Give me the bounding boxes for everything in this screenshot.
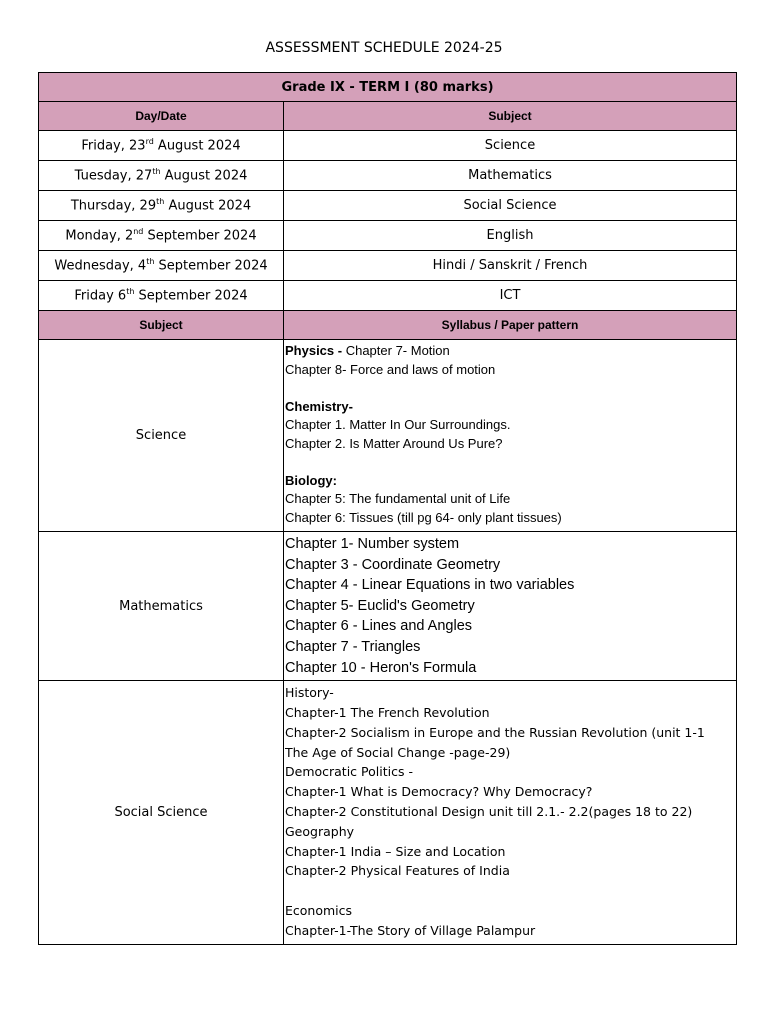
exam-date xyxy=(39,131,284,161)
document-title: ASSESSMENT SCHEDULE 2024-25 xyxy=(265,40,503,56)
syllabus-line: Chapter 6 - Lines and Angles xyxy=(285,618,473,635)
syllabus-row-social-science xyxy=(39,681,737,945)
section-label xyxy=(285,398,735,417)
section-label-text: Biology: xyxy=(285,472,337,488)
syllabus-line: Chapter 10 - Heron's Formula xyxy=(285,659,477,676)
section-label: Physics - xyxy=(285,343,343,358)
syllabus-line: Chapter-2 Physical Features of India xyxy=(285,863,510,879)
exam-subject: English xyxy=(284,221,737,251)
syllabus-line: Chapter 8- Force and laws of motion xyxy=(285,361,496,377)
syllabus-subject: Mathematics xyxy=(39,532,284,681)
schedule-row xyxy=(39,251,737,281)
syllabus-line: Chapter 5: The fundamental unit of Life xyxy=(285,491,511,506)
date-column-header: Day/Date xyxy=(39,102,284,131)
date-text: September 2024 xyxy=(143,228,257,244)
syllabus-row-mathematics xyxy=(39,532,737,681)
exam-date xyxy=(39,221,284,251)
exam-subject: Science xyxy=(284,131,737,161)
date-suffix: th xyxy=(152,167,161,177)
schedule-row xyxy=(39,221,737,251)
date-text: Friday 6 xyxy=(74,288,127,304)
exam-date xyxy=(39,251,284,281)
grade-header-row xyxy=(39,73,737,102)
syllabus-line: Democratic Politics - xyxy=(285,764,413,780)
exam-date xyxy=(39,191,284,221)
syllabus-line: Chapter-1 What is Democracy? Why Democracy? xyxy=(285,784,593,800)
exam-subject: Mathematics xyxy=(284,161,737,191)
syllabus-line: Chapter 5- Euclid's Geometry xyxy=(285,597,475,614)
grade-header: Grade IX - TERM I (80 marks) xyxy=(39,73,737,102)
exam-date xyxy=(39,281,284,311)
syllabus-content xyxy=(284,340,737,532)
subject-column-header: Subject xyxy=(284,102,737,131)
syllabus-line: Chapter-2 Socialism in Europe and the Russian Revolution (unit 1-1 xyxy=(285,724,705,740)
syllabus-text: Chapter 7- Motion xyxy=(342,343,450,358)
section-label xyxy=(285,472,735,491)
schedule-row xyxy=(39,191,737,221)
syllabus-line: Chapter 6: Tissues (till pg 64- only plant tissues) xyxy=(285,509,562,525)
schedule-row xyxy=(39,161,737,191)
syllabus-line: Chapter 3 - Coordinate Geometry xyxy=(285,556,501,573)
assessment-schedule-table xyxy=(38,72,737,945)
exam-subject: Hindi / Sanskrit / French xyxy=(284,251,737,281)
date-text: September 2024 xyxy=(154,258,268,274)
schedule-row xyxy=(39,131,737,161)
date-text: August 2024 xyxy=(164,198,252,214)
date-suffix: nd xyxy=(133,227,144,237)
schedule-header-row xyxy=(39,102,737,131)
syllabus-subject-header: Subject xyxy=(39,311,284,340)
schedule-row xyxy=(39,281,737,311)
syllabus-line: Chapter 1- Number system xyxy=(285,536,460,552)
syllabus-row-science xyxy=(39,340,737,532)
syllabus-line: Chapter-1 India – Size and Location xyxy=(285,843,506,859)
date-text: September 2024 xyxy=(134,288,248,304)
date-text: Monday, 2 xyxy=(65,228,134,244)
syllabus-line: Geography xyxy=(285,823,355,839)
date-suffix: rd xyxy=(145,137,154,147)
date-suffix: th xyxy=(156,197,165,207)
syllabus-line: History- xyxy=(285,685,334,701)
syllabus-line: Chapter 7 - Triangles xyxy=(285,638,421,655)
syllabus-line: Chapter-1-The Story of Village Palampur xyxy=(285,922,536,938)
syllabus-line: Chapter 1. Matter In Our Surroundings. xyxy=(285,417,511,432)
syllabus-line: The Age of Social Change -page-29) xyxy=(285,744,511,760)
date-text: Thursday, 29 xyxy=(70,198,157,214)
date-text: August 2024 xyxy=(160,168,248,184)
syllabus-content xyxy=(284,532,737,681)
exam-subject: ICT xyxy=(284,281,737,311)
syllabus-line xyxy=(285,342,735,361)
section-label-text: Chemistry- xyxy=(285,398,353,414)
syllabus-line: Chapter 2. Is Matter Around Us Pure? xyxy=(285,435,503,451)
syllabus-line: Chapter 4 - Linear Equations in two variables xyxy=(285,577,575,594)
syllabus-header-row xyxy=(39,311,737,340)
syllabus-subject: Science xyxy=(39,340,284,532)
syllabus-pattern-header: Syllabus / Paper pattern xyxy=(284,311,737,340)
syllabus-line: Chapter-2 Constitutional Design unit till 2.1.- 2.2(pages 18 to 22) xyxy=(285,803,693,819)
date-text: Wednesday, 4 xyxy=(54,258,147,274)
syllabus-line: Chapter-1 The French Revolution xyxy=(285,704,490,720)
syllabus-line: Economics xyxy=(285,903,353,919)
date-suffix: th xyxy=(146,257,155,267)
exam-subject: Social Science xyxy=(284,191,737,221)
date-text: Friday, 23 xyxy=(81,138,146,154)
date-text: August 2024 xyxy=(153,138,241,154)
exam-date xyxy=(39,161,284,191)
date-suffix: th xyxy=(126,287,135,297)
syllabus-content xyxy=(284,681,737,945)
date-text: Tuesday, 27 xyxy=(74,168,153,184)
syllabus-subject: Social Science xyxy=(39,681,284,945)
